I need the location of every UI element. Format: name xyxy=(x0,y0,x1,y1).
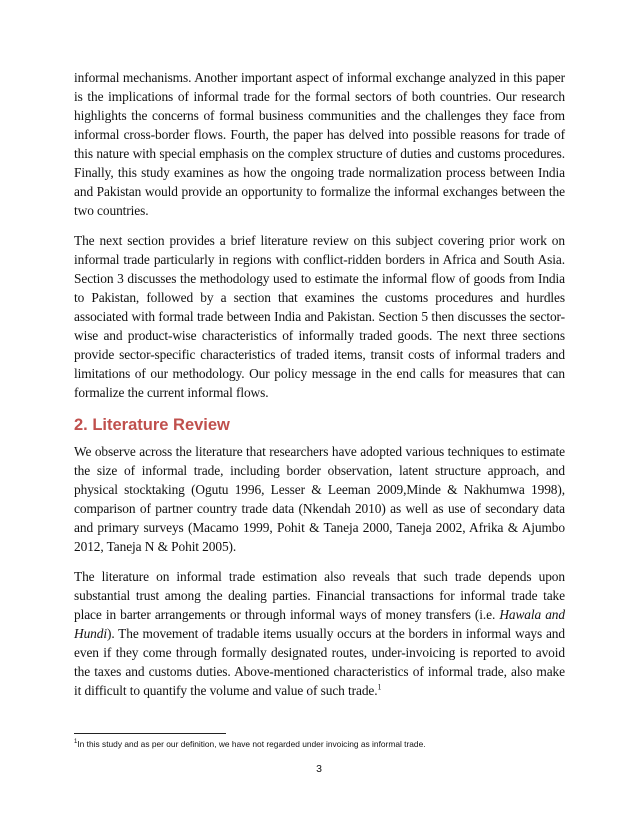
footnote-divider xyxy=(74,733,226,734)
footnote-text: In this study and as per our definition, we have not regarded under invoicing as informal trade. xyxy=(77,739,426,749)
paragraph-literature-trust xyxy=(74,567,565,700)
paragraph-informal-mechanisms: informal mechanisms. Another important aspect of informal exchange analyzed in this paper is the implications of informal trade for the formal sectors of both countries. Our research highlights the concerns of formal business communities and the challenges they face from informal cross-border flows. Fourth, the paper has delved into possible reasons for trade of this nature with special emphasis on the complex structure of duties and customs procedures. Finally, this study examines as how the ongoing trade normalization process between India and Pakistan would provide an opportunity to formalize the informal exchanges between the two countries. xyxy=(74,70,565,218)
italic-hawala-hundi: Hawala and Hundi xyxy=(74,607,565,641)
page-number: 3 xyxy=(316,763,322,775)
footnote xyxy=(74,738,565,750)
paragraph-text-end: ). The movement of tradable items usually occurs at the borders in informal ways and even if they come through formally designated routes, under-invoicing is reported to avoid the taxes and customs duties. Above-mentioned characteristics of informal trade, also make it difficult to quantify the volume and value of such trade. xyxy=(74,626,565,698)
paragraph-literature-techniques: We observe across the literature that researchers have adopted various techniques to estimate the size of informal trade, including border observation, latent structure approach, and physical stocktaking (Ogutu 1996, Lesser & Leeman 2009,Minde & Nakhumwa 1998), comparison of partner country trade data (Nkendah 2010) as well as use of secondary data and primary surveys (Macamo 1999, Pohit & Taneja 2000, Taneja 2002, Afrika & Ajumbo 2012, Taneja N & Pohit 2005). xyxy=(74,444,565,554)
paragraph-next-section: The next section provides a brief literature review on this subject covering prior work on informal trade particularly in regions with conflict-ridden borders in Africa and South Asia. Section 3 discusses the methodology used to estimate the informal flow of goods from India to Pakistan, followed by a section that examines the customs procedures and hurdles associated with formal trade between India and Pakistan. Section 5 then discusses the sector-wise and product-wise characteristics of informally traded goods. The next three sections provide sector-specific characteristics of traded items, transit costs of informal traders and limitations of our methodology. Our policy message in the end calls for measures that can formalize the current informal flows. xyxy=(74,233,565,400)
footnote-marker: 1 xyxy=(74,739,78,746)
paragraph-text-start: The literature on informal trade estimation also reveals that such trade depends upon substantial trust among the dealing parties. Financial transactions for informal trade take place in barter arrangements or through informal ways of money transfers (i.e. xyxy=(74,569,565,622)
footnote-reference[interactable]: 1 xyxy=(377,682,382,692)
section-heading-literature-review: 2. Literature Review xyxy=(74,416,230,434)
document-page xyxy=(74,68,565,711)
